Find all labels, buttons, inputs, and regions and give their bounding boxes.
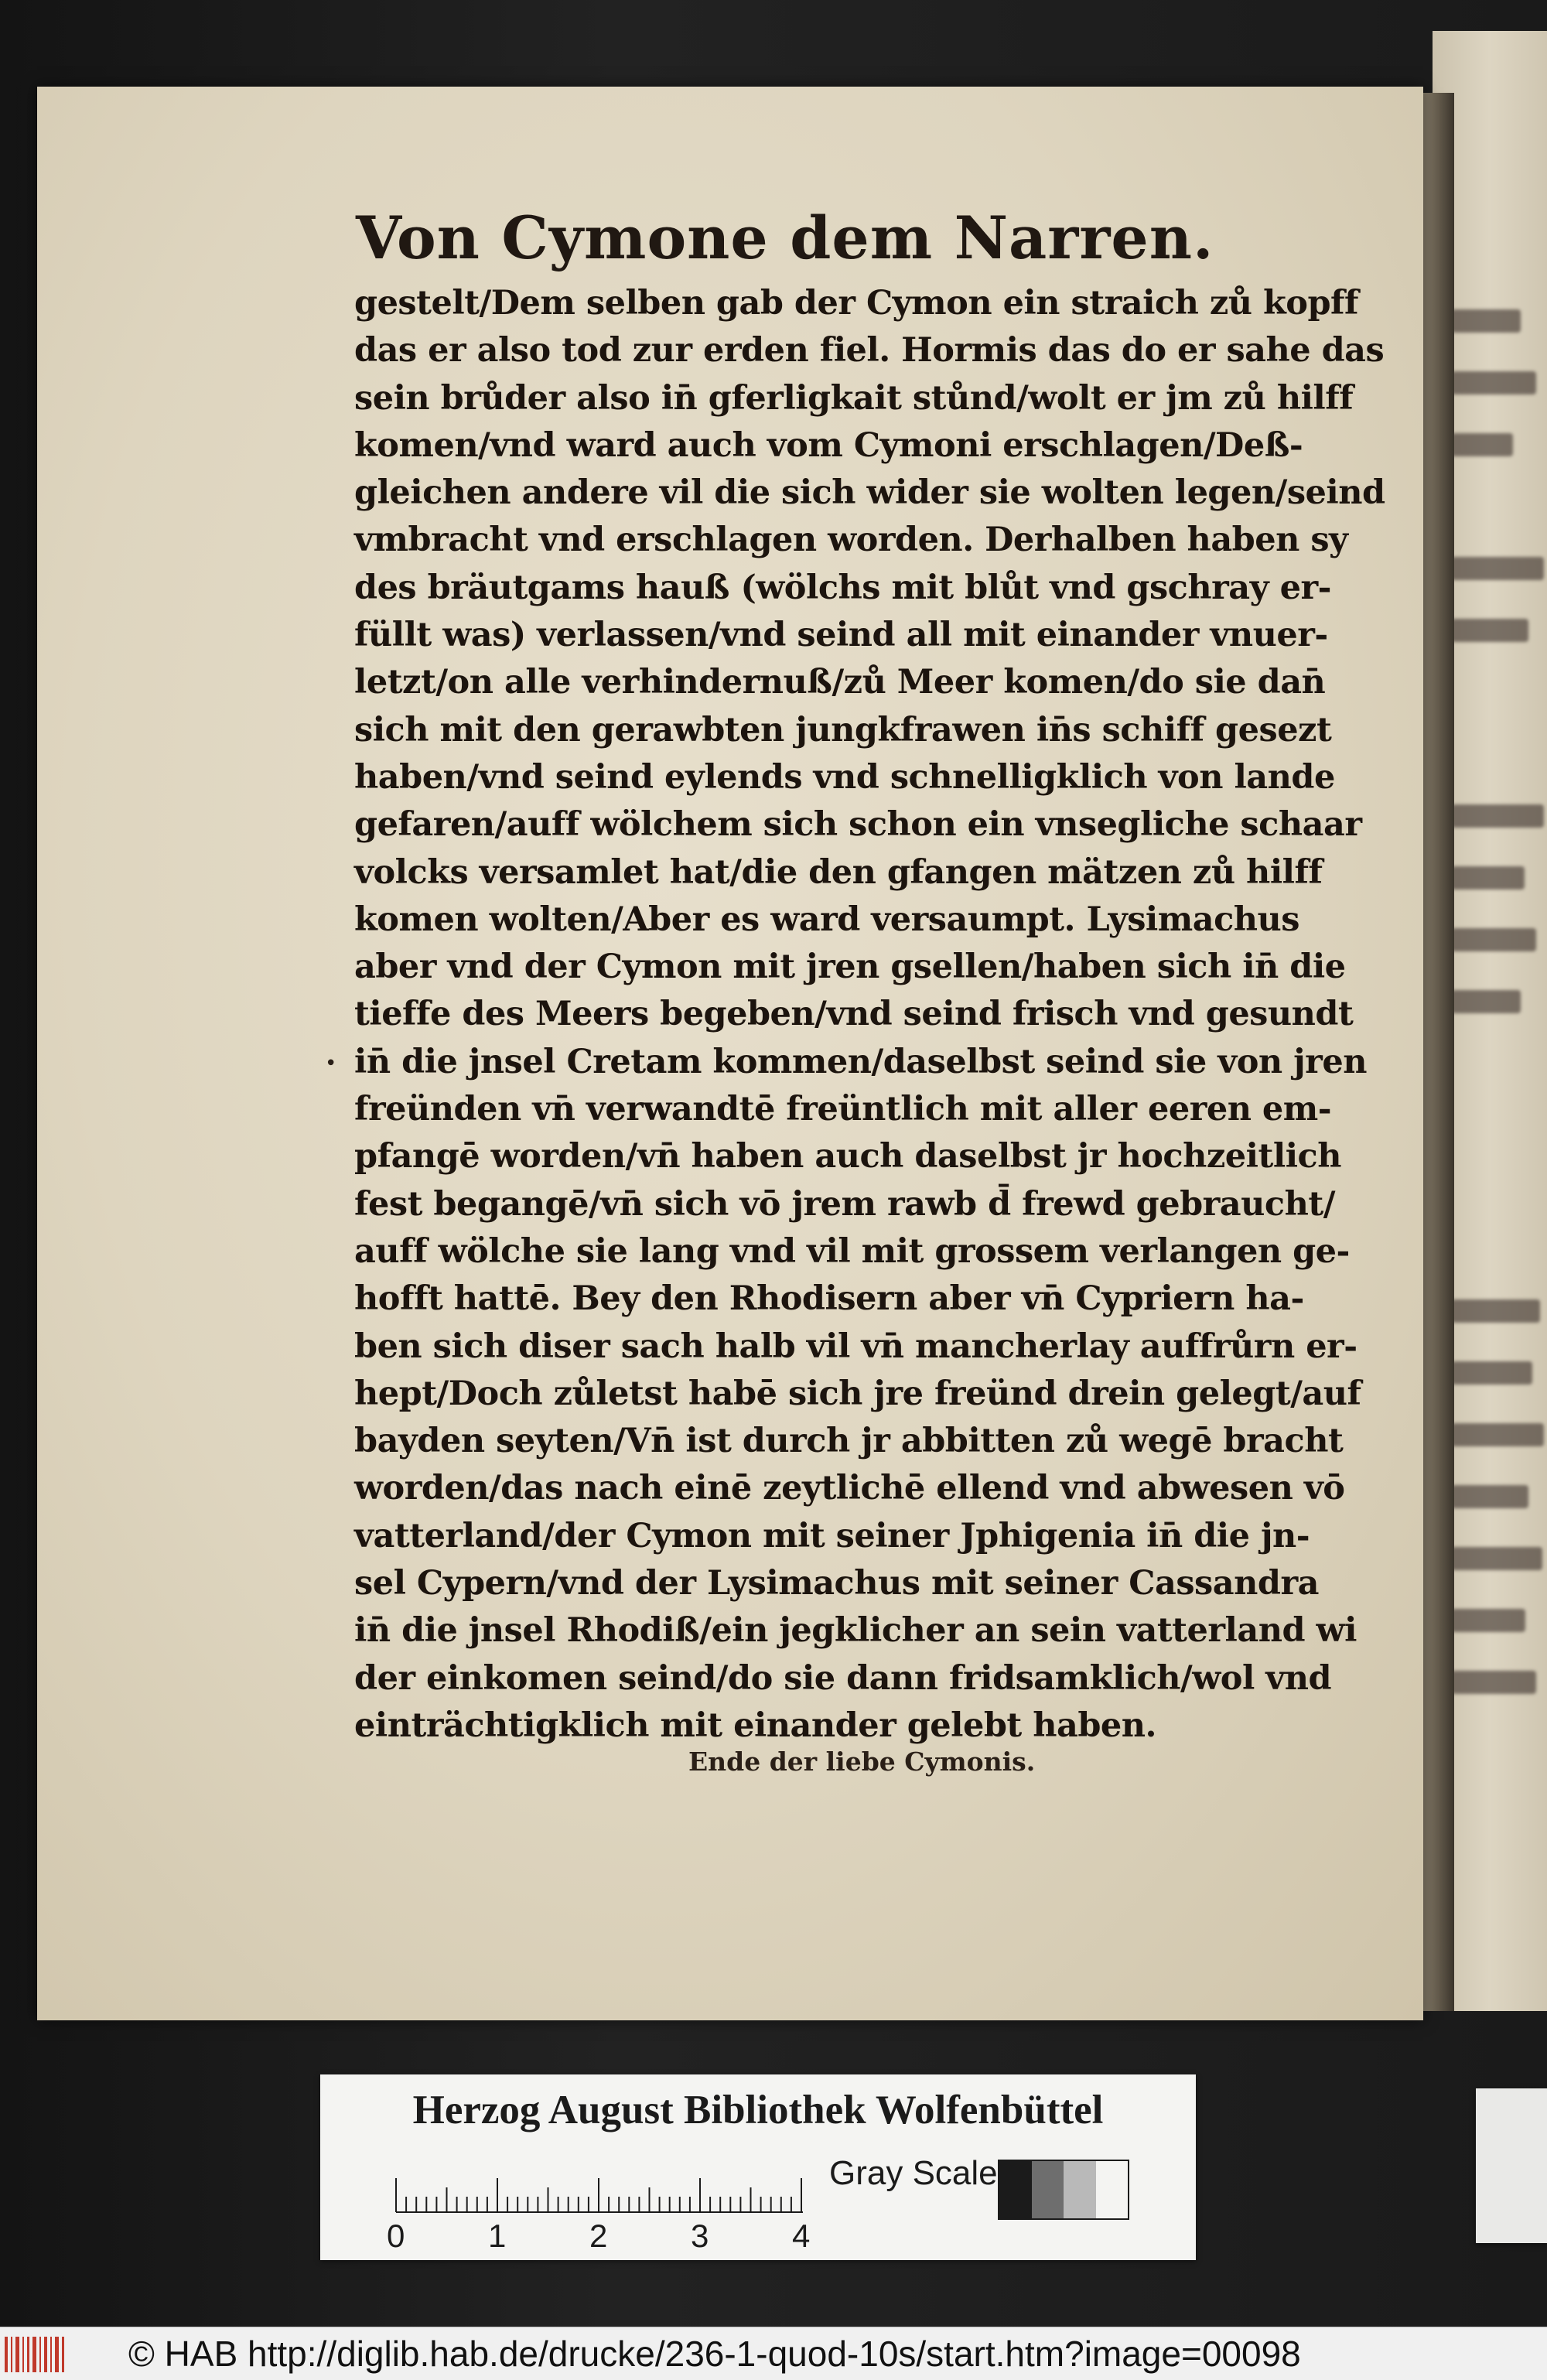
- text-line: volcks versamlet hat/die den gfangen mätzen zů hilff: [354, 852, 1323, 892]
- text-line: hofft hattē. Bey den Rhodisern aber vn̄ Cypriern ha-: [354, 1279, 1304, 1319]
- text-line: einträchtigklich mit einander gelebt haben.: [354, 1706, 1157, 1745]
- text-line: letzt/on alle verhindernuß/zů Meer komen/do sie dan̄: [354, 663, 1326, 702]
- text-line: worden/das nach einē zeytlichē ellend vnd abwesen vō: [354, 1469, 1345, 1508]
- margin-mark: •: [325, 1052, 337, 1075]
- text-line: das er also tod zur erden fiel. Hormis das do er sahe das: [354, 331, 1385, 370]
- text-line: komen/vnd ward auch vom Cymoni erschlagen/Deß-: [354, 425, 1303, 465]
- text-line: der einkomen seind/do sie dann fridsamklich/wol vnd: [354, 1658, 1332, 1698]
- footer-source-link[interactable]: © HAB http://diglib.hab.de/drucke/236-1-quod-10s/start.htm?image=00098: [128, 2334, 1301, 2374]
- text-line: gestelt/Dem selben gab der Cymon ein straich zů kopff: [354, 284, 1359, 323]
- text-line: hept/Doch zůletst habē sich jre freünd drein gelegt/auf: [354, 1374, 1361, 1413]
- body-text: [354, 280, 1385, 1750]
- gray-scale-label: Gray Scale: [829, 2154, 998, 2192]
- barcode-icon: [3, 2335, 67, 2374]
- text-line: haben/vnd seind eylends vnd schnelligklich von lande: [354, 757, 1335, 797]
- gray-patch: [1032, 2161, 1064, 2218]
- footer-bar: [0, 2327, 1547, 2380]
- color-reference-card: [320, 2074, 1196, 2260]
- side-reference-card: [1476, 2088, 1547, 2243]
- closing-line: Ende der liebe Cymonis.: [688, 1747, 1036, 1777]
- text-line: sein brůder also in̄ gferligkait stůnd/wolt er jm zů hilff: [354, 378, 1354, 418]
- text-line: pfangē worden/vn̄ haben auch daselbst jr hochzeitlich: [354, 1137, 1341, 1176]
- text-line: gleichen andere vil die sich wider sie wolten legen/seind: [354, 473, 1385, 513]
- text-line: sich mit den gerawbten jungkfrawen in̄s schiff gesezt: [354, 710, 1332, 750]
- text-line: des bräutgams hauß (wölchs mit blůt vnd gschray er-: [354, 568, 1331, 607]
- text-line: komen wolten/Aber es ward versaumpt. Lysimachus: [354, 900, 1300, 939]
- ruler-number: 1: [488, 2218, 507, 2254]
- text-line: gefaren/auff wölchem sich schon ein vnsegliche schaar: [354, 805, 1362, 845]
- text-line: sel Cypern/vnd der Lysimachus mit seiner Cassandra: [354, 1564, 1319, 1603]
- card-title: Herzog August Bibliothek Wolfenbüttel: [412, 2088, 1104, 2132]
- text-line: ben sich diser sach halb vil vn̄ mancherlay auffrůrn er-: [354, 1327, 1357, 1366]
- gray-patch: [1096, 2161, 1129, 2218]
- ruler-number: 3: [691, 2218, 709, 2254]
- ruler-number: 0: [387, 2218, 405, 2254]
- text-line: tieffe des Meers begeben/vnd seind frisch vnd gesundt: [354, 995, 1354, 1034]
- running-title: Von Cymone dem Narren.: [356, 203, 1214, 272]
- text-line: füllt was) verlassen/vnd seind all mit einander vnuer-: [354, 616, 1328, 655]
- text-line: vatterland/der Cymon mit seiner Jphigenia in̄ die jn-: [354, 1516, 1310, 1555]
- text-line: vmbracht vnd erschlagen worden. Derhalben haben sy: [354, 521, 1348, 560]
- gray-scale-patches: [998, 2160, 1129, 2220]
- text-line: freünden vn̄ verwandtē freüntlich mit aller eeren em-: [354, 1090, 1332, 1129]
- gray-patch: [1064, 2161, 1096, 2218]
- ruler-number: 2: [589, 2218, 608, 2254]
- text-line: aber vnd der Cymon mit jren gsellen/haben sich in̄ die: [354, 948, 1346, 987]
- ruler-number: 4: [792, 2218, 811, 2254]
- text-line: in̄ die jnsel Rhodiß/ein jegklicher an sein vatterland wi: [354, 1611, 1357, 1651]
- text-line: fest begangē/vn̄ sich vō jrem rawb d̄ frewd gebraucht/: [354, 1184, 1335, 1224]
- text-line: bayden seyten/Vn̄ ist durch jr abbitten zů wegē bracht: [354, 1422, 1344, 1461]
- text-line: auff wölche sie lang vnd vil mit grossem verlangen ge-: [354, 1231, 1350, 1271]
- text-line: in̄ die jnsel Cretam kommen/daselbst seind sie von jren: [354, 1042, 1367, 1081]
- gray-patch: [999, 2161, 1032, 2218]
